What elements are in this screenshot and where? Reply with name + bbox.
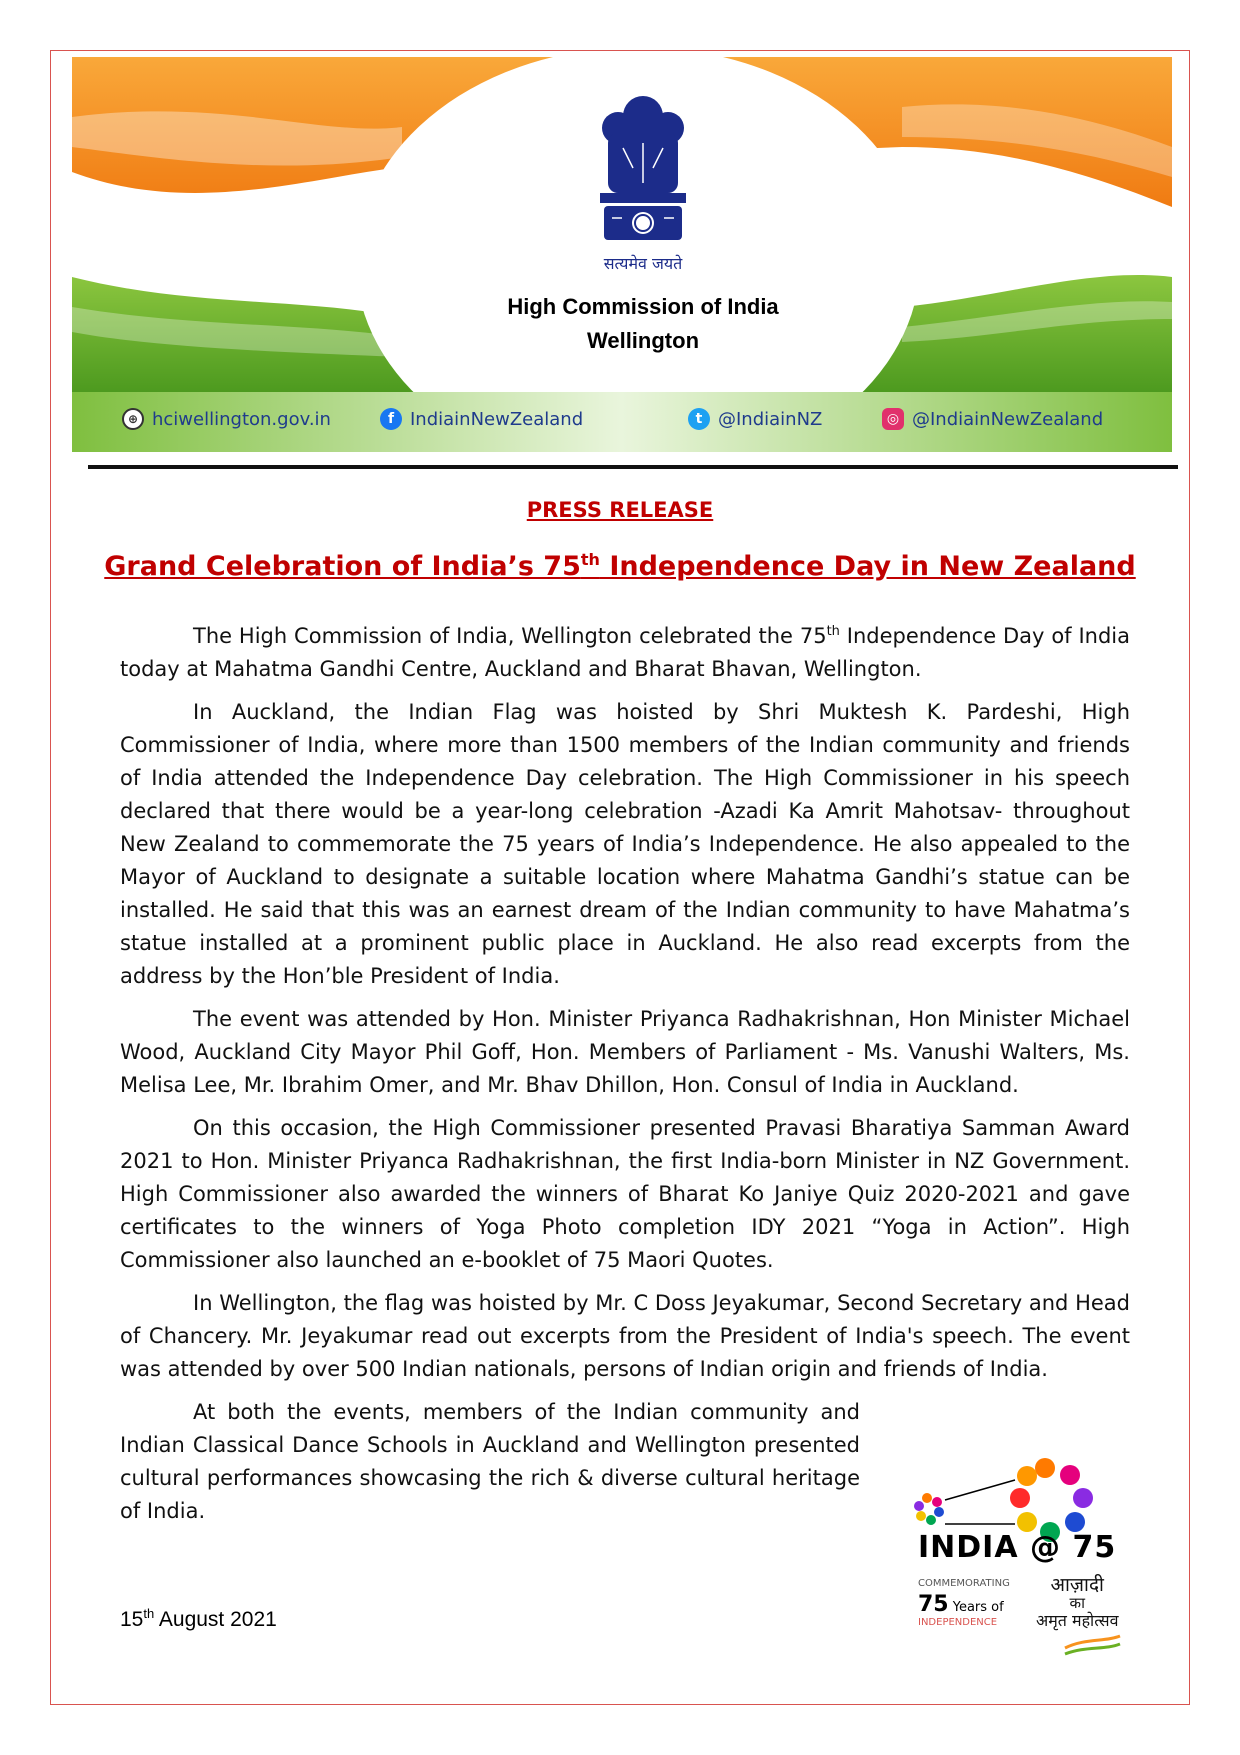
paragraph-6: At both the events, members of the Indian community and Indian Classical Dance Schools in Auckland and Wellington presented cultural performances showcasing the rich & diverse cultural heritage of India. <box>120 1400 860 1523</box>
azadi-line-3: अमृत महोत्सव <box>1036 1611 1119 1630</box>
instagram-link[interactable] <box>882 408 1103 430</box>
logo-years <box>918 1592 1004 1617</box>
azadi-line-1: आज़ादी <box>1050 1574 1104 1596</box>
globe-icon: ⊕ <box>122 408 144 430</box>
website-link[interactable] <box>122 408 331 430</box>
organization-line-2: Wellington <box>586 328 700 353</box>
logo-independence: INDEPENDENCE <box>918 1617 998 1628</box>
logo-years-number: 75 <box>918 1592 949 1617</box>
azadi-logo-text <box>1036 1576 1119 1630</box>
headline <box>0 550 1240 582</box>
logo-years-text: Years of <box>948 1600 1004 1615</box>
release-body <box>120 615 1130 1538</box>
paragraph-1 <box>120 615 1130 686</box>
twitter-icon: t <box>688 408 710 430</box>
pinwheel-small-icon <box>914 1493 944 1525</box>
paragraph-1-sup: th <box>826 624 840 639</box>
logo-title: INDIA @ 75 <box>918 1530 1117 1565</box>
facebook-label: IndiainNewZealand <box>410 408 584 430</box>
website-label: hciwellington.gov.in <box>152 408 331 430</box>
headline-post: Independence Day in New Zealand <box>599 551 1136 582</box>
organization-line-1: High Commission of India <box>507 294 779 319</box>
date-day: 15 <box>120 1608 144 1631</box>
twitter-label: @IndiainNZ <box>718 408 823 430</box>
date-sup: th <box>143 1606 155 1621</box>
azadi-line-2: का <box>1069 1594 1085 1612</box>
paragraph-1-post: Independence Day of India today at Mahatma Gandhi Centre, Auckland and Bharat Bhavan, Wellington. <box>120 624 1130 681</box>
headline-pre: Grand Celebration of India’s 75 <box>104 551 581 582</box>
paragraph-2: In Auckland, the Indian Flag was hoisted by Shri Muktesh K. Pardeshi, High Commissioner of India, where more than 1500 members of the Indian community and friends of India attended the Independence Day celebration. The High Commissioner in his speech declared that there would be a year-long celebration -Azadi Ka Amrit Mahotsav- throughout New Zealand to commemorate the 75 years of India’s Independence. He also appealed to the Mayor of Auckland to designate a suitable location where Mahatma Gandhi’s statue can be installed. He said that this was an earnest dream of the Indian community to have Mahatma’s statue installed at a prominent public place in Auckland. He also read excerpts from the address by the Hon’ble President of India. <box>120 700 1130 988</box>
headline-sup: th <box>580 550 600 569</box>
paragraph-3: The event was attended by Hon. Minister Priyanca Radhakrishnan, Hon Minister Michael Wood, Auckland City Mayor Phil Goff, Hon. Members of Parliament - Ms. Vanushi Walters, Ms. Melisa Lee, Mr. Ibrahim Omer, and Mr. Bhav Dhillon, Hon. Consul of India in Auckland. <box>120 1007 1130 1097</box>
paragraph-1-pre: The High Commission of India, Wellington celebrated the 75 <box>193 624 827 648</box>
twitter-link[interactable] <box>688 408 822 430</box>
instagram-icon: ◎ <box>882 408 904 430</box>
header-divider <box>88 465 1178 469</box>
paragraph-4: On this occasion, the High Commissioner presented Pravasi Bharatiya Samman Award 2021 to Hon. Minister Priyanca Radhakrishnan, the first India-born Minister in NZ Government. High Commissioner also awarded the winners of Bharat Ko Janiye Quiz 2020-2021 and gave certificates to the winners of Yoga Photo completion IDY 2021 “Yoga in Action”. High Commissioner also launched an e-booklet of 75 Maori Quotes. <box>120 1116 1130 1272</box>
date-rest: August 2021 <box>154 1608 277 1631</box>
paragraph-5: In Wellington, the flag was hoisted by Mr. C Doss Jeyakumar, Second Secretary and Head of Chancery. Mr. Jeyakumar read out excerpts from the President of India's speech. The event was attended by over 500 Indian nationals, persons of Indian origin and friends of India. <box>120 1291 1130 1381</box>
facebook-icon: f <box>380 408 402 430</box>
facebook-link[interactable] <box>380 408 583 430</box>
logo-commemorating: COMMEMORATING <box>918 1578 1010 1589</box>
national-motto: सत्यमेव जयते <box>603 254 683 273</box>
press-release-label: PRESS RELEASE <box>526 498 714 522</box>
national-emblem <box>578 88 708 268</box>
release-date <box>120 1606 277 1632</box>
instagram-label: @IndiainNewZealand <box>912 408 1104 430</box>
organization-name <box>440 290 846 358</box>
